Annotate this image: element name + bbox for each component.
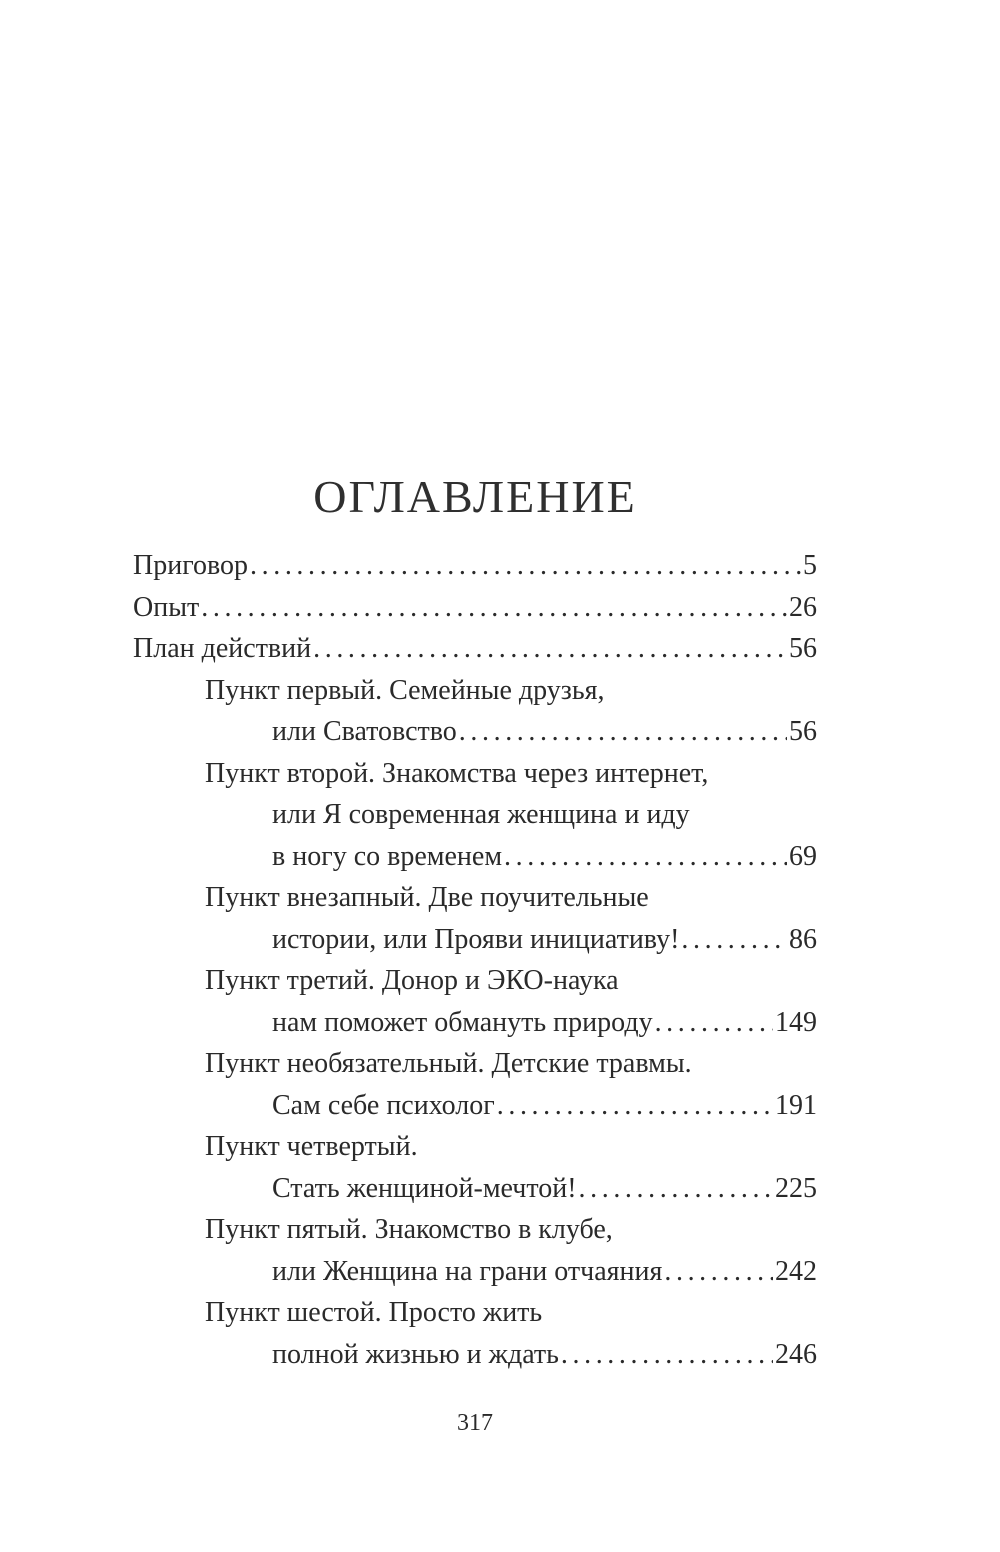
toc-page-number: 5 [803, 550, 817, 581]
dot-leader [664, 1251, 773, 1293]
toc-page-number: 86 [789, 923, 817, 955]
toc-page-number: 246 [775, 1338, 817, 1370]
dot-leader [250, 545, 801, 587]
toc-entry-title: в ногу со временем [272, 840, 503, 872]
toc-entry-last-line [133, 1085, 817, 1127]
toc-entry[interactable] [133, 1209, 817, 1292]
toc-entry-title: или Сватовство [272, 716, 457, 747]
toc-entry-title: Пункт внезапный. Две поучительные [205, 882, 649, 913]
toc-page-number: 56 [789, 633, 817, 664]
dot-leader [655, 1002, 773, 1044]
toc-entry-title: нам поможет обмануть природу [272, 1006, 653, 1038]
toc-page-number: 225 [775, 1172, 817, 1204]
toc-entry[interactable] [133, 753, 817, 878]
toc-entry-title: истории, или Прояви инициативу! [272, 923, 680, 955]
toc-entry[interactable] [133, 628, 817, 670]
toc-entry-title: Пункт пятый. Знакомство в клубе, [205, 1214, 613, 1245]
toc-entry[interactable] [133, 670, 817, 753]
toc-entry[interactable] [133, 1292, 817, 1375]
toc-page-number: 26 [789, 591, 817, 623]
toc-entry-line [133, 670, 817, 712]
toc-entry-title: Сам себе психолог [272, 1089, 495, 1121]
toc-entry[interactable] [133, 1043, 817, 1126]
toc-entry[interactable] [133, 877, 817, 960]
toc-entry-title: Приговор [133, 550, 249, 581]
dot-leader [459, 711, 787, 753]
toc-entry-title: Пункт первый. Семейные друзья, [205, 674, 605, 706]
toc-entry-title: Пункт третий. Донор и ЭКО-наука [205, 965, 619, 996]
toc-page-number: 242 [775, 1255, 817, 1287]
toc-entry-last-line [133, 587, 817, 629]
toc-entry[interactable] [133, 960, 817, 1043]
page-number: 317 [457, 1410, 493, 1436]
dot-leader [313, 628, 787, 670]
toc-entry-line [133, 753, 817, 795]
toc-entry-title: Опыт [133, 591, 200, 623]
toc-entry-title: Пункт шестой. Просто жить [205, 1297, 543, 1328]
toc-entry-line [133, 794, 817, 836]
toc-entry-last-line [133, 1334, 817, 1376]
table-of-contents [133, 545, 817, 1375]
toc-entry-last-line [133, 836, 817, 878]
dot-leader [561, 1334, 773, 1376]
toc-entry[interactable] [133, 1126, 817, 1209]
dot-leader [497, 1085, 773, 1127]
toc-entry-last-line [133, 711, 817, 753]
toc-page-number: 56 [789, 716, 817, 747]
toc-page-number: 149 [775, 1006, 817, 1038]
toc-entry-line [133, 1292, 817, 1334]
toc-entry-title: План действий [133, 633, 312, 664]
dot-leader [681, 919, 787, 961]
dot-leader [504, 836, 787, 878]
toc-entry-title: или Женщина на грани отчаяния [272, 1255, 663, 1287]
toc-entry-title: Пункт необязательный. Детские травмы. [205, 1048, 692, 1079]
toc-entry-line [133, 877, 817, 919]
toc-entry-last-line [133, 1251, 817, 1293]
toc-entry-last-line [133, 628, 817, 670]
dot-leader [201, 587, 787, 629]
toc-entry-last-line [133, 545, 817, 587]
toc-entry-last-line [133, 1168, 817, 1210]
toc-entry-last-line [133, 1002, 817, 1044]
toc-page-number: 191 [775, 1089, 817, 1121]
toc-entry[interactable] [133, 587, 817, 629]
page-title: ОГЛАВЛЕНИЕ [313, 471, 637, 522]
toc-entry-title: полной жизнью и ждать [272, 1338, 559, 1370]
toc-entry-title: Пункт четвертый. [205, 1131, 418, 1162]
toc-entry[interactable] [133, 545, 817, 587]
toc-entry-line [133, 1043, 817, 1085]
toc-entry-title: или Я современная женщина и иду [272, 799, 690, 830]
toc-entry-last-line [133, 919, 817, 961]
toc-entry-line [133, 960, 817, 1002]
toc-entry-line [133, 1209, 817, 1251]
toc-entry-line [133, 1126, 817, 1168]
toc-page-number: 69 [789, 840, 817, 872]
toc-entry-title: Стать женщиной-мечтой! [272, 1172, 577, 1204]
toc-entry-title: Пункт второй. Знакомства через интернет, [205, 757, 709, 789]
dot-leader [579, 1168, 773, 1210]
